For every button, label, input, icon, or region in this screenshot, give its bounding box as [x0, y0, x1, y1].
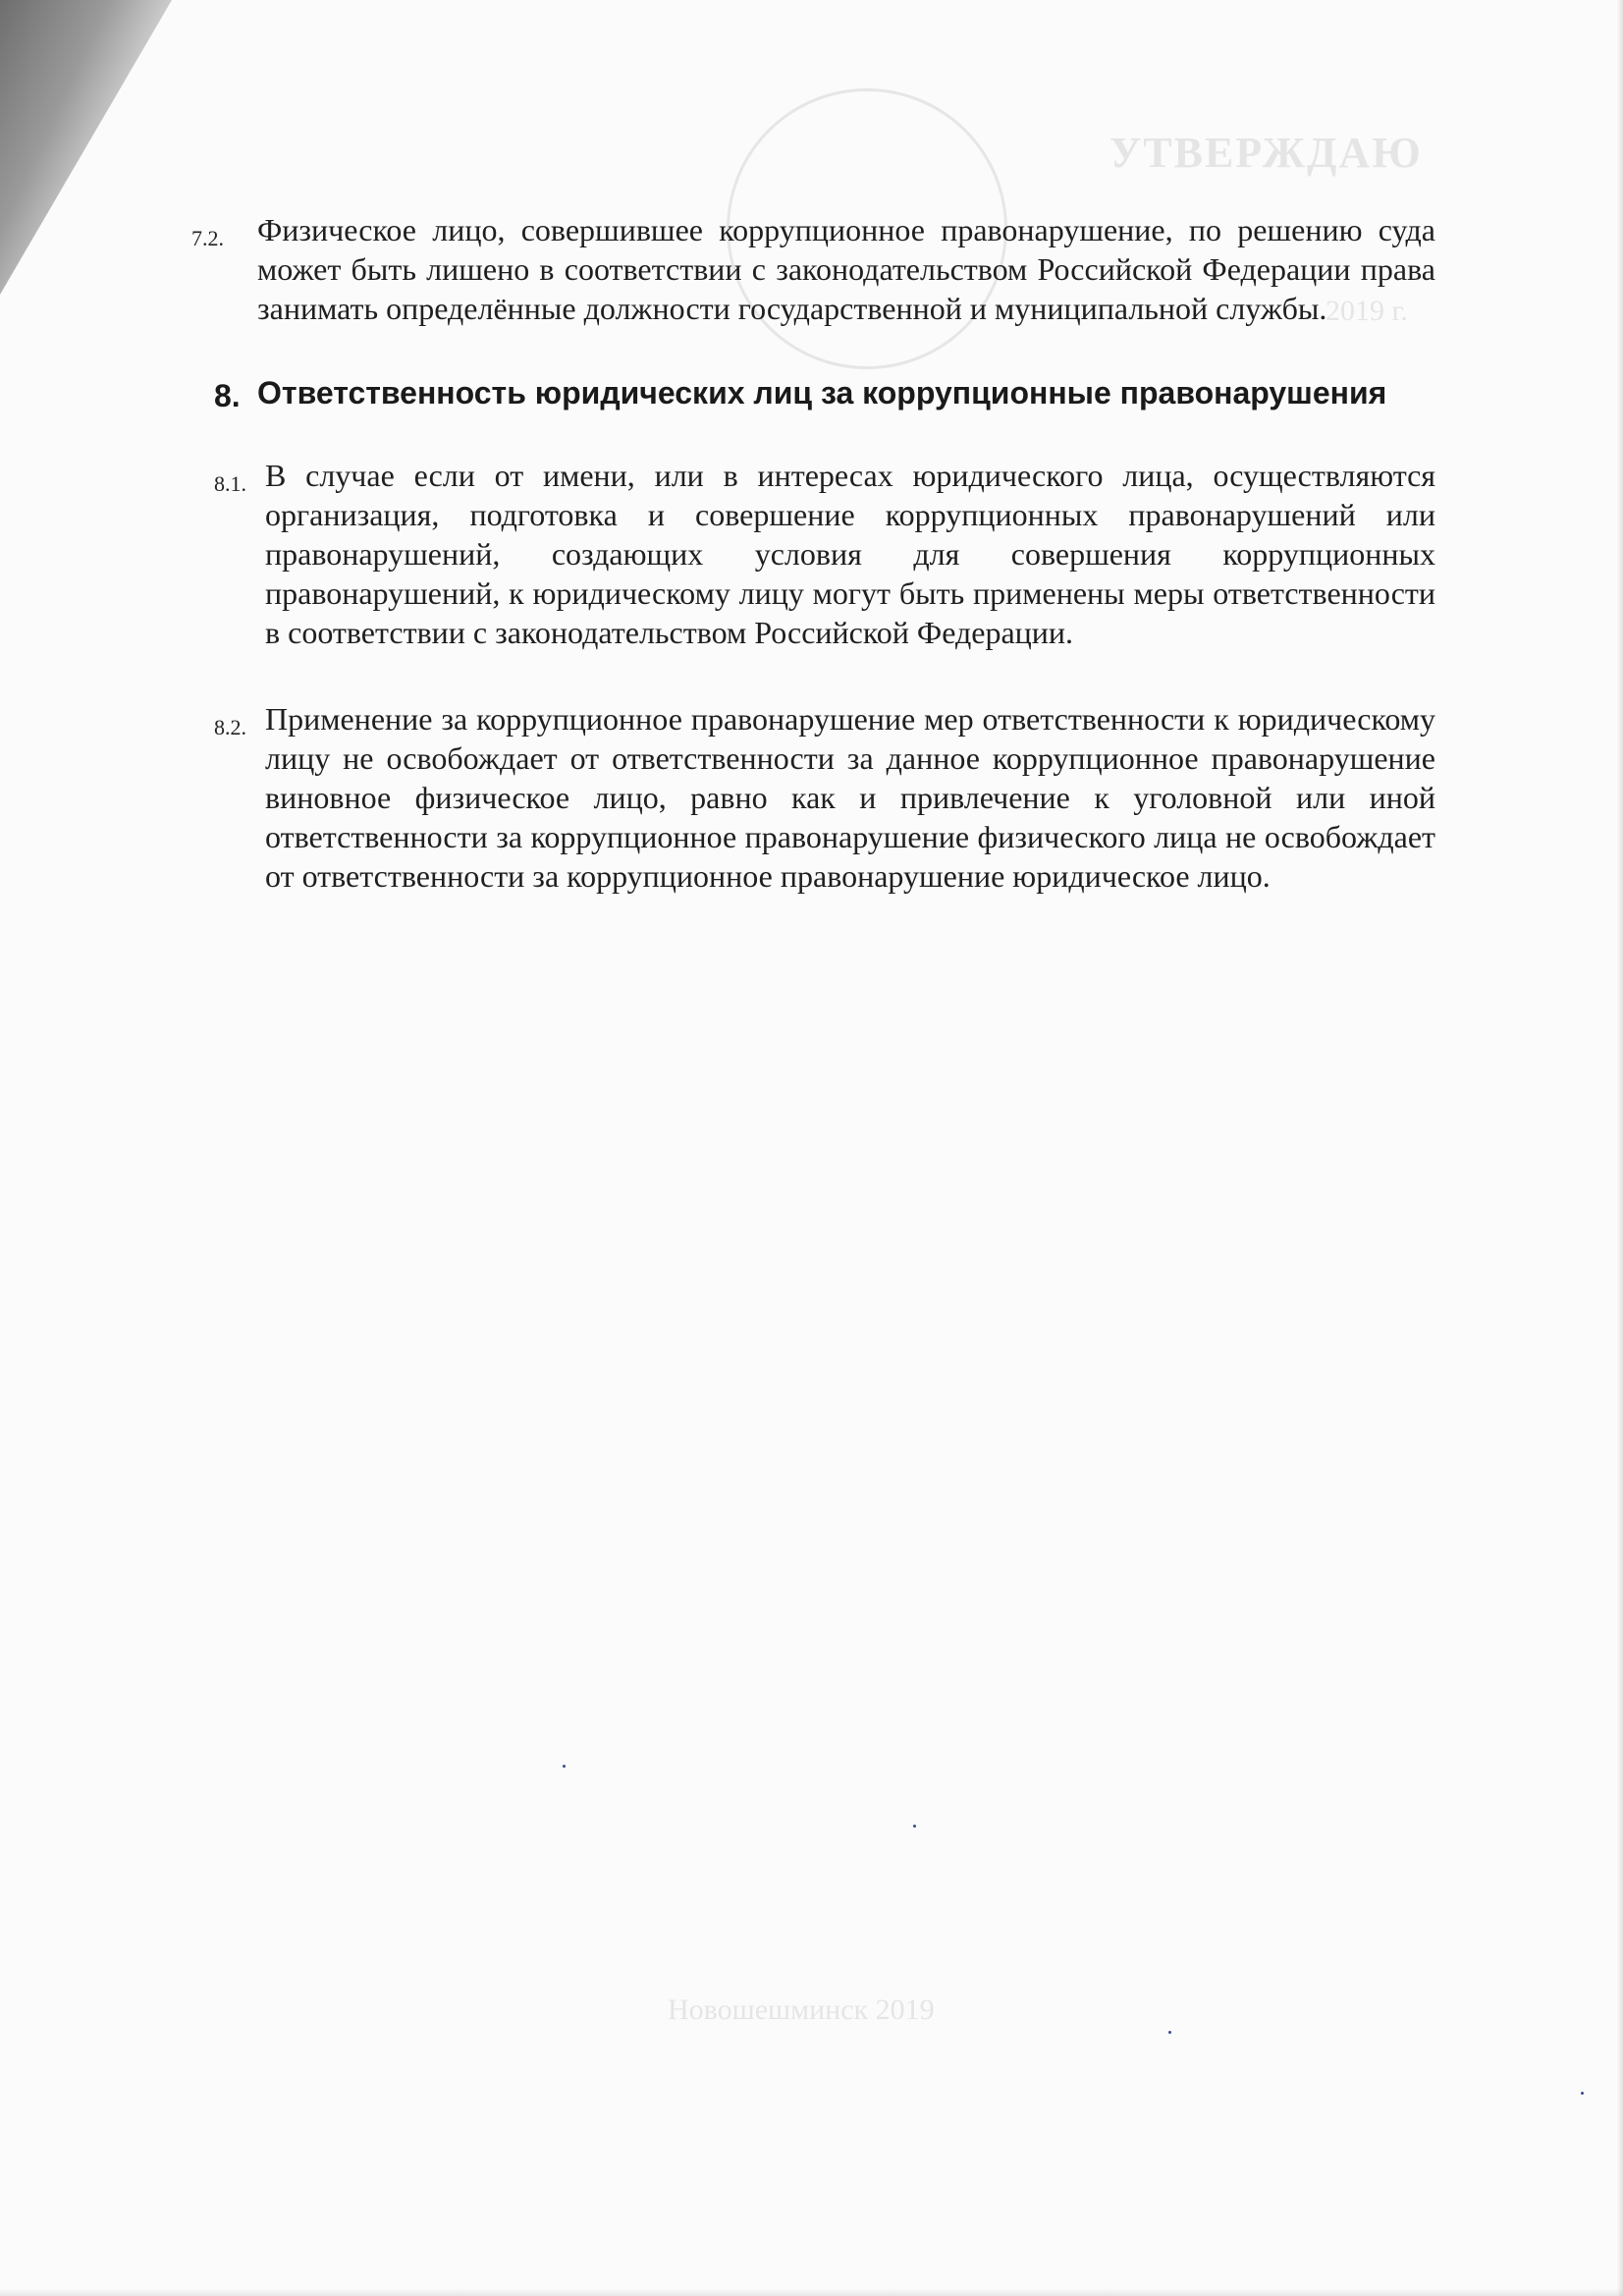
- scan-speck: [1168, 2031, 1171, 2034]
- page-fold-shadow: [0, 0, 172, 295]
- scan-speck: [913, 1825, 916, 1828]
- section-8-number: 8.: [214, 378, 241, 413]
- scan-speck: [563, 1765, 566, 1768]
- page-bottom-shadow: [0, 2288, 1623, 2296]
- clause-8-1-number: 8.1.: [214, 471, 246, 496]
- page-edge-shadow: [1617, 0, 1623, 2296]
- clause-7-2-number: 7.2.: [191, 226, 224, 250]
- ghost-year-text: 2019 г.: [1325, 295, 1408, 327]
- clause-8-2-number: 8.2.: [214, 715, 246, 739]
- section-8-title: Ответственность юридических лиц за коррупционные правонарушения: [257, 375, 1387, 410]
- ghost-approve-text: УТВЕРЖДАЮ: [1109, 129, 1423, 177]
- ghost-city-text: Новошешминск 2019: [668, 1994, 935, 2026]
- clause-7-2-text: Физическое лицо, совершившее коррупционное правонарушение, по решению суда может быть лишено в соответствии с законодательством Российской Федерации права занимать определённые должности государственной и муниципальной службы.: [257, 212, 1435, 326]
- scan-speck: [1581, 2092, 1584, 2095]
- clause-8-2-text: Применение за коррупционное правонарушение мер ответственности к юридическому лицу не освобождает от ответственности за данное коррупционное правонарушение виновное физическое лицо, равно как и привлечение к уголовной или иной ответственности за коррупционное правонарушение физического лица не освобождает от ответственности за коррупционное правонарушение юридическое лицо.: [265, 701, 1435, 894]
- clause-8-1-text: В случае если от имени, или в интересах юридического лица, осуществляются организация, подготовка и совершение коррупционных правонарушений или правонарушений, создающих условия для совершения коррупционных правонарушений, к юридическому лицу могут быть применены меры ответственности в соответствии с законодательством Российской Федерации.: [265, 458, 1435, 650]
